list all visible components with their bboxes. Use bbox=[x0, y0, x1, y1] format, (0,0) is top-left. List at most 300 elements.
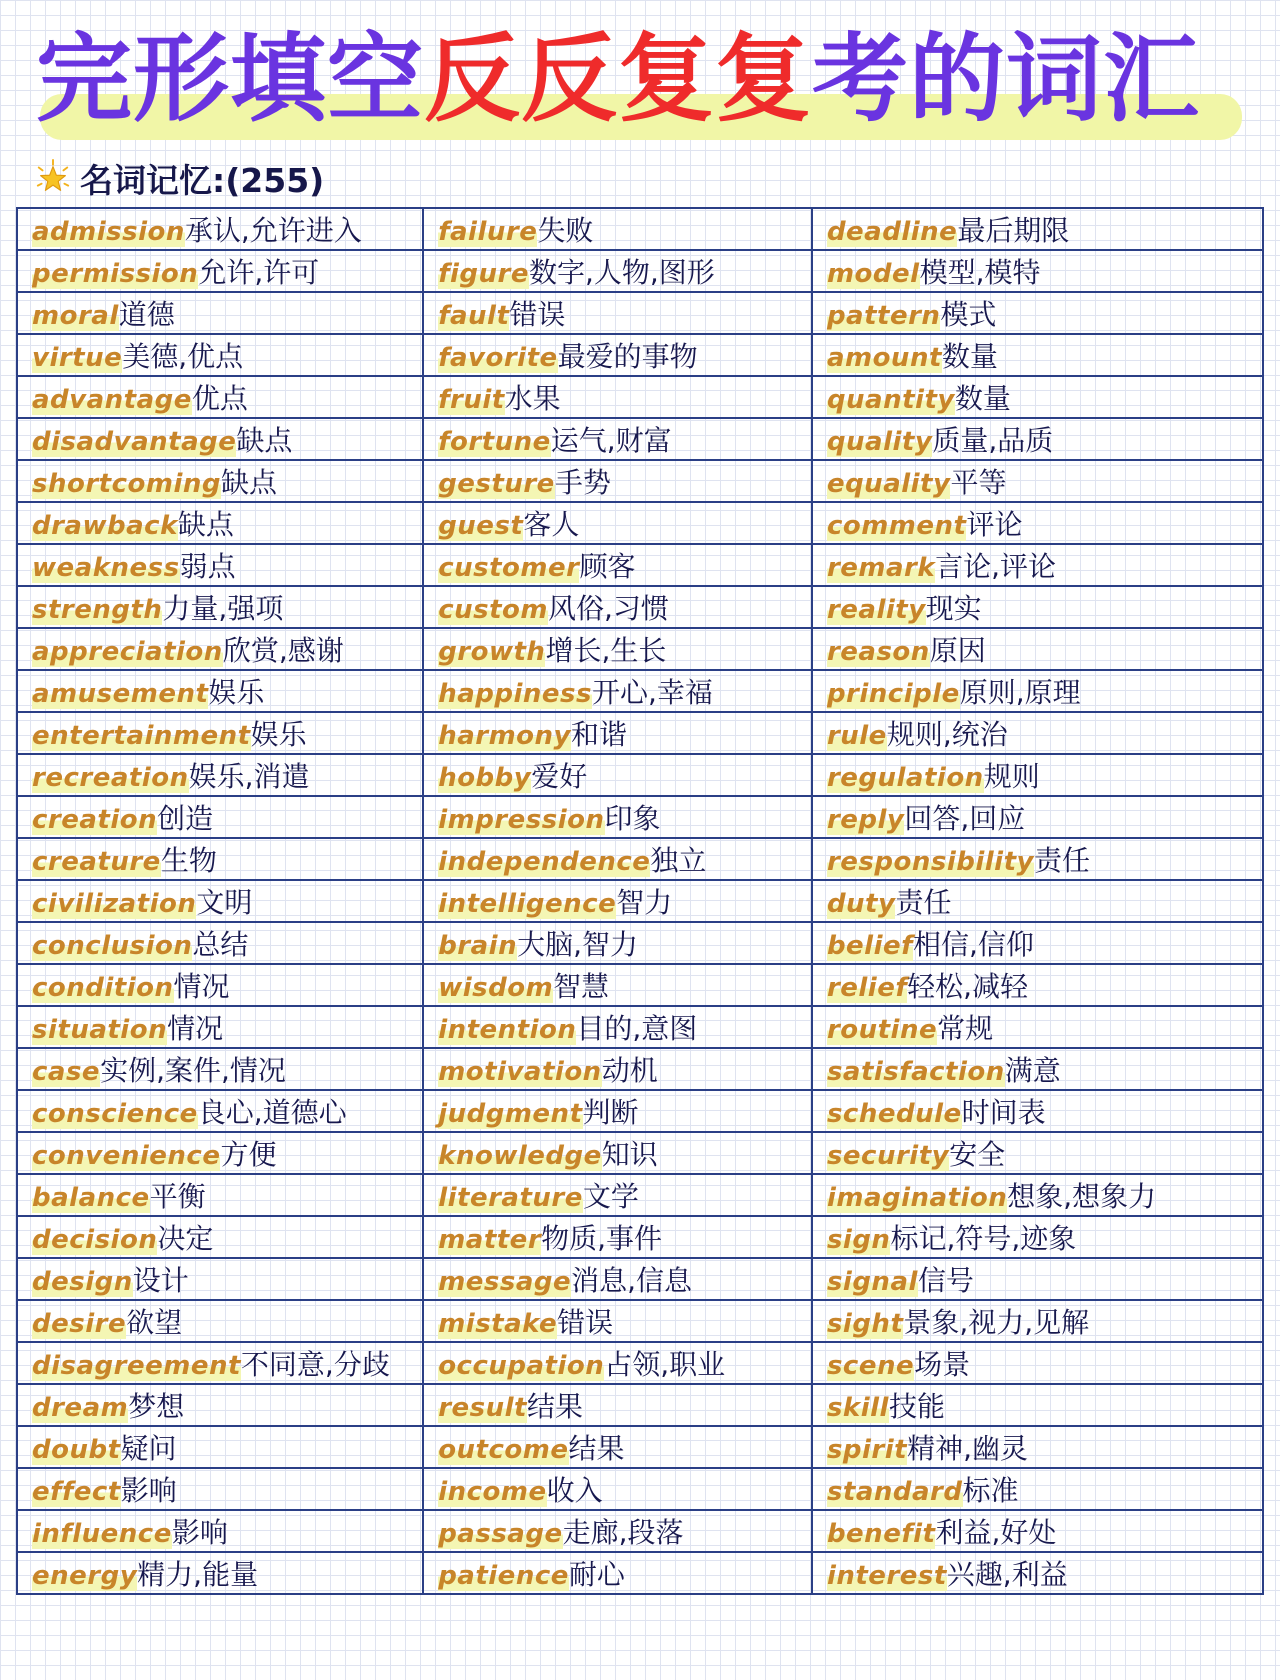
table-row bbox=[17, 418, 1263, 460]
english-word: hobby bbox=[438, 763, 532, 793]
english-word: independence bbox=[438, 847, 651, 877]
vocab-cell bbox=[423, 376, 812, 418]
vocab-cell bbox=[423, 1384, 812, 1426]
chinese-meaning: 智力 bbox=[616, 886, 673, 919]
english-word: appreciation bbox=[32, 637, 223, 667]
english-word: recreation bbox=[32, 763, 189, 793]
vocab-cell bbox=[423, 1510, 812, 1552]
english-word: spirit bbox=[826, 1435, 908, 1465]
vocab-cell bbox=[17, 922, 423, 964]
vocab-cell bbox=[423, 1258, 812, 1300]
table-row bbox=[17, 1342, 1263, 1384]
chinese-meaning: 规则 bbox=[983, 760, 1040, 793]
english-word: passage bbox=[438, 1519, 563, 1549]
vocab-cell bbox=[17, 1132, 423, 1174]
chinese-meaning: 责任 bbox=[1033, 844, 1090, 877]
chinese-meaning: 规则,统治 bbox=[886, 718, 1008, 751]
chinese-meaning: 想象,想象力 bbox=[1007, 1180, 1157, 1213]
english-word: comment bbox=[826, 511, 967, 541]
table-row bbox=[17, 964, 1263, 1006]
chinese-meaning: 生物 bbox=[160, 844, 217, 877]
table-row bbox=[17, 376, 1263, 418]
english-word: sight bbox=[826, 1309, 904, 1339]
chinese-meaning: 错误 bbox=[557, 1306, 614, 1339]
english-word: permission bbox=[32, 259, 199, 289]
chinese-meaning: 缺点 bbox=[236, 424, 293, 457]
chinese-meaning: 判断 bbox=[582, 1096, 639, 1129]
english-word: duty bbox=[826, 889, 896, 919]
table-row bbox=[17, 670, 1263, 712]
chinese-meaning: 文学 bbox=[582, 1180, 639, 1213]
vocab-cell bbox=[812, 1132, 1263, 1174]
english-word: intelligence bbox=[438, 889, 617, 919]
vocab-cell bbox=[812, 1510, 1263, 1552]
english-word: remark bbox=[826, 553, 936, 583]
english-word: patience bbox=[438, 1561, 569, 1591]
vocab-cell bbox=[812, 250, 1263, 292]
table-row bbox=[17, 880, 1263, 922]
english-word: rule bbox=[826, 721, 887, 751]
english-word: happiness bbox=[438, 679, 592, 709]
vocab-cell bbox=[17, 880, 423, 922]
chinese-meaning: 允许,许可 bbox=[198, 256, 320, 289]
english-word: virtue bbox=[32, 343, 123, 373]
vocab-cell bbox=[423, 586, 812, 628]
table-row bbox=[17, 1216, 1263, 1258]
chinese-meaning: 知识 bbox=[601, 1138, 658, 1171]
chinese-meaning: 情况 bbox=[173, 970, 230, 1003]
table-row bbox=[17, 1426, 1263, 1468]
chinese-meaning: 现实 bbox=[925, 592, 982, 625]
chinese-meaning: 顾客 bbox=[579, 550, 636, 583]
english-word: relief bbox=[826, 973, 908, 1003]
chinese-meaning: 良心,道德心 bbox=[197, 1096, 347, 1129]
vocab-cell bbox=[17, 1216, 423, 1258]
chinese-meaning: 最爱的事物 bbox=[557, 340, 698, 373]
title-area bbox=[36, 20, 1246, 140]
english-word: weakness bbox=[32, 553, 180, 583]
chinese-meaning: 风俗,习惯 bbox=[547, 592, 669, 625]
vocab-cell bbox=[17, 1048, 423, 1090]
english-word: favorite bbox=[438, 343, 558, 373]
table-row bbox=[17, 1006, 1263, 1048]
english-word: mistake bbox=[438, 1309, 558, 1339]
vocab-cell bbox=[812, 586, 1263, 628]
chinese-meaning: 数字,人物,图形 bbox=[529, 256, 715, 289]
table-row bbox=[17, 1468, 1263, 1510]
vocab-cell bbox=[812, 292, 1263, 334]
chinese-meaning: 责任 bbox=[895, 886, 952, 919]
vocab-cell bbox=[812, 880, 1263, 922]
english-word: effect bbox=[32, 1477, 121, 1507]
english-word: scene bbox=[826, 1351, 915, 1381]
vocab-cell bbox=[17, 712, 423, 754]
english-word: pattern bbox=[826, 301, 941, 331]
table-row bbox=[17, 1090, 1263, 1132]
chinese-meaning: 缺点 bbox=[221, 466, 278, 499]
english-word: desire bbox=[32, 1309, 127, 1339]
english-word: amount bbox=[826, 343, 942, 373]
english-word: quality bbox=[826, 427, 933, 457]
english-word: amusement bbox=[32, 679, 209, 709]
chinese-meaning: 常规 bbox=[937, 1012, 994, 1045]
english-word: shortcoming bbox=[32, 469, 221, 499]
title-part-2: 反反复复 bbox=[424, 23, 812, 135]
vocab-cell bbox=[17, 1300, 423, 1342]
table-row bbox=[17, 628, 1263, 670]
chinese-meaning: 创造 bbox=[157, 802, 214, 835]
english-word: security bbox=[826, 1141, 950, 1171]
chinese-meaning: 爱好 bbox=[531, 760, 588, 793]
chinese-meaning: 物质,事件 bbox=[541, 1222, 663, 1255]
chinese-meaning: 大脑,智力 bbox=[517, 928, 638, 961]
vocab-cell bbox=[17, 1174, 423, 1216]
vocab-cell bbox=[423, 1174, 812, 1216]
english-word: schedule bbox=[826, 1099, 962, 1129]
table-row bbox=[17, 1300, 1263, 1342]
english-word: growth bbox=[438, 637, 546, 667]
english-word: conscience bbox=[32, 1099, 198, 1129]
vocabulary-table bbox=[16, 207, 1264, 1595]
chinese-meaning: 相信,信仰 bbox=[912, 928, 1034, 961]
chinese-meaning: 景象,视力,见解 bbox=[903, 1306, 1090, 1339]
vocab-cell bbox=[423, 670, 812, 712]
english-word: disagreement bbox=[32, 1351, 241, 1381]
chinese-meaning: 模式 bbox=[940, 298, 997, 331]
vocab-cell bbox=[812, 460, 1263, 502]
chinese-meaning: 不同意,分歧 bbox=[240, 1348, 390, 1381]
vocab-cell bbox=[17, 418, 423, 460]
english-word: imagination bbox=[826, 1183, 1008, 1213]
vocab-cell bbox=[812, 1300, 1263, 1342]
chinese-meaning: 满意 bbox=[1004, 1054, 1061, 1087]
vocab-cell bbox=[812, 1552, 1263, 1594]
english-word: model bbox=[826, 259, 920, 289]
vocab-cell bbox=[17, 1006, 423, 1048]
english-word: wisdom bbox=[438, 973, 554, 1003]
table-row bbox=[17, 1552, 1263, 1594]
english-word: situation bbox=[32, 1015, 168, 1045]
english-word: deadline bbox=[826, 217, 958, 247]
vocab-cell bbox=[812, 1216, 1263, 1258]
chinese-meaning: 信号 bbox=[917, 1264, 974, 1297]
vocab-cell bbox=[423, 1342, 812, 1384]
vocab-cell bbox=[812, 1468, 1263, 1510]
vocab-cell bbox=[812, 922, 1263, 964]
chinese-meaning: 文明 bbox=[196, 886, 253, 919]
english-word: advantage bbox=[32, 385, 192, 415]
english-word: benefit bbox=[826, 1519, 936, 1549]
chinese-meaning: 精力,能量 bbox=[137, 1558, 259, 1591]
chinese-meaning: 质量,品质 bbox=[932, 424, 1054, 457]
english-word: routine bbox=[826, 1015, 938, 1045]
vocab-cell bbox=[812, 418, 1263, 460]
vocabulary-table-body bbox=[17, 208, 1263, 1594]
chinese-meaning: 客人 bbox=[523, 508, 580, 541]
english-word: interest bbox=[826, 1561, 947, 1591]
english-word: standard bbox=[826, 1477, 963, 1507]
vocab-cell bbox=[812, 796, 1263, 838]
chinese-meaning: 影响 bbox=[120, 1474, 177, 1507]
vocab-cell bbox=[17, 502, 423, 544]
english-word: case bbox=[32, 1057, 101, 1087]
vocab-cell bbox=[423, 922, 812, 964]
chinese-meaning: 精神,幽灵 bbox=[907, 1432, 1029, 1465]
chinese-meaning: 消息,信息 bbox=[571, 1264, 693, 1297]
section-heading bbox=[34, 152, 324, 204]
vocab-cell bbox=[812, 1426, 1263, 1468]
english-word: decision bbox=[32, 1225, 158, 1255]
english-word: signal bbox=[826, 1267, 918, 1297]
english-word: reason bbox=[826, 637, 930, 667]
table-row bbox=[17, 586, 1263, 628]
chinese-meaning: 缺点 bbox=[177, 508, 234, 541]
chinese-meaning: 回答,回应 bbox=[904, 802, 1026, 835]
chinese-meaning: 承认,允许进入 bbox=[184, 214, 362, 247]
vocab-cell bbox=[423, 1552, 812, 1594]
english-word: result bbox=[438, 1393, 527, 1423]
english-word: admission bbox=[32, 217, 185, 247]
vocab-cell bbox=[812, 1048, 1263, 1090]
chinese-meaning: 原因 bbox=[929, 634, 986, 667]
chinese-meaning: 平等 bbox=[950, 466, 1007, 499]
chinese-meaning: 和谐 bbox=[570, 718, 627, 751]
table-row bbox=[17, 208, 1263, 250]
chinese-meaning: 道德 bbox=[118, 298, 175, 331]
chinese-meaning: 数量 bbox=[954, 382, 1011, 415]
english-word: convenience bbox=[32, 1141, 221, 1171]
chinese-meaning: 模型,模特 bbox=[919, 256, 1041, 289]
vocab-cell bbox=[423, 1132, 812, 1174]
vocab-cell bbox=[812, 1090, 1263, 1132]
english-word: balance bbox=[32, 1183, 150, 1213]
chinese-meaning: 情况 bbox=[167, 1012, 224, 1045]
table-row bbox=[17, 922, 1263, 964]
vocab-cell bbox=[423, 838, 812, 880]
chinese-meaning: 时间表 bbox=[961, 1096, 1046, 1129]
english-word: moral bbox=[32, 301, 119, 331]
vocab-cell bbox=[812, 376, 1263, 418]
vocab-cell bbox=[423, 460, 812, 502]
table-row bbox=[17, 544, 1263, 586]
english-word: fortune bbox=[438, 427, 551, 457]
vocab-cell bbox=[17, 1258, 423, 1300]
english-word: regulation bbox=[826, 763, 984, 793]
table-row bbox=[17, 796, 1263, 838]
chinese-meaning: 收入 bbox=[546, 1474, 603, 1507]
chinese-meaning: 兴趣,利益 bbox=[946, 1558, 1068, 1591]
chinese-meaning: 疑问 bbox=[120, 1432, 177, 1465]
vocab-cell bbox=[423, 334, 812, 376]
vocab-cell bbox=[423, 502, 812, 544]
chinese-meaning: 决定 bbox=[157, 1222, 214, 1255]
chinese-meaning: 开心,幸福 bbox=[591, 676, 713, 709]
vocab-cell bbox=[423, 712, 812, 754]
vocab-cell bbox=[17, 586, 423, 628]
english-word: strength bbox=[32, 595, 163, 625]
vocab-cell bbox=[812, 670, 1263, 712]
english-word: sign bbox=[826, 1225, 891, 1255]
chinese-meaning: 场景 bbox=[914, 1348, 971, 1381]
title-part-1: 完形填空 bbox=[36, 23, 424, 135]
table-row bbox=[17, 292, 1263, 334]
english-word: principle bbox=[826, 679, 960, 709]
vocab-cell bbox=[17, 208, 423, 250]
chinese-meaning: 安全 bbox=[949, 1138, 1006, 1171]
english-word: impression bbox=[438, 805, 605, 835]
chinese-meaning: 耐心 bbox=[568, 1558, 625, 1591]
chinese-meaning: 总结 bbox=[192, 928, 249, 961]
table-row bbox=[17, 250, 1263, 292]
english-word: brain bbox=[438, 931, 518, 961]
vocab-cell bbox=[812, 838, 1263, 880]
english-word: quantity bbox=[826, 385, 955, 415]
chinese-meaning: 优点 bbox=[191, 382, 248, 415]
vocab-cell bbox=[17, 796, 423, 838]
table-row bbox=[17, 1132, 1263, 1174]
english-word: guest bbox=[438, 511, 524, 541]
vocab-cell bbox=[17, 628, 423, 670]
english-word: matter bbox=[438, 1225, 542, 1255]
english-word: belief bbox=[826, 931, 913, 961]
table-row bbox=[17, 754, 1263, 796]
vocab-cell bbox=[812, 1384, 1263, 1426]
vocab-cell bbox=[812, 334, 1263, 376]
vocab-cell bbox=[423, 796, 812, 838]
chinese-meaning: 错误 bbox=[509, 298, 566, 331]
vocab-cell bbox=[812, 1342, 1263, 1384]
table-row bbox=[17, 712, 1263, 754]
vocab-cell bbox=[423, 1426, 812, 1468]
chinese-meaning: 数量 bbox=[941, 340, 998, 373]
english-word: customer bbox=[438, 553, 580, 583]
vocab-cell bbox=[17, 1510, 423, 1552]
chinese-meaning: 智慧 bbox=[553, 970, 610, 1003]
chinese-meaning: 平衡 bbox=[149, 1180, 206, 1213]
chinese-meaning: 影响 bbox=[171, 1516, 228, 1549]
vocab-cell bbox=[812, 1006, 1263, 1048]
english-word: responsibility bbox=[826, 847, 1034, 877]
chinese-meaning: 娱乐 bbox=[250, 718, 307, 751]
vocab-cell bbox=[423, 1006, 812, 1048]
vocab-cell bbox=[423, 964, 812, 1006]
vocab-cell bbox=[17, 1342, 423, 1384]
english-word: energy bbox=[32, 1561, 138, 1591]
english-word: reply bbox=[826, 805, 905, 835]
chinese-meaning: 水果 bbox=[504, 382, 561, 415]
chinese-meaning: 占领,职业 bbox=[604, 1348, 726, 1381]
chinese-meaning: 实例,案件,情况 bbox=[100, 1054, 286, 1087]
vocab-cell bbox=[17, 964, 423, 1006]
english-word: creation bbox=[32, 805, 158, 835]
english-word: design bbox=[32, 1267, 133, 1297]
english-word: reality bbox=[826, 595, 926, 625]
english-word: figure bbox=[438, 259, 529, 289]
english-word: creature bbox=[32, 847, 161, 877]
english-word: equality bbox=[826, 469, 951, 499]
section-heading-text: 名词记忆:(255) bbox=[80, 160, 325, 200]
vocab-cell bbox=[17, 1552, 423, 1594]
chinese-meaning: 手势 bbox=[554, 466, 611, 499]
vocab-cell bbox=[17, 544, 423, 586]
vocab-cell bbox=[423, 1300, 812, 1342]
english-word: judgment bbox=[438, 1099, 583, 1129]
chinese-meaning: 标准 bbox=[962, 1474, 1019, 1507]
english-word: occupation bbox=[438, 1351, 605, 1381]
chinese-meaning: 娱乐 bbox=[208, 676, 265, 709]
chinese-meaning: 设计 bbox=[132, 1264, 189, 1297]
chinese-meaning: 梦想 bbox=[128, 1390, 185, 1423]
english-word: harmony bbox=[438, 721, 571, 751]
vocab-cell bbox=[423, 1468, 812, 1510]
english-word: conclusion bbox=[32, 931, 193, 961]
chinese-meaning: 标记,符号,迹象 bbox=[890, 1222, 1077, 1255]
english-word: fault bbox=[438, 301, 510, 331]
table-row bbox=[17, 1510, 1263, 1552]
chinese-meaning: 独立 bbox=[650, 844, 707, 877]
vocab-cell bbox=[812, 964, 1263, 1006]
english-word: custom bbox=[438, 595, 548, 625]
vocab-cell bbox=[423, 1090, 812, 1132]
chinese-meaning: 轻松,减轻 bbox=[907, 970, 1029, 1003]
english-word: motivation bbox=[438, 1057, 602, 1087]
chinese-meaning: 结果 bbox=[568, 1432, 625, 1465]
table-row bbox=[17, 1174, 1263, 1216]
english-word: condition bbox=[32, 973, 174, 1003]
chinese-meaning: 最后期限 bbox=[957, 214, 1070, 247]
chinese-meaning: 美德,优点 bbox=[122, 340, 244, 373]
english-word: fruit bbox=[438, 385, 505, 415]
chinese-meaning: 利益,好处 bbox=[935, 1516, 1057, 1549]
english-word: literature bbox=[438, 1183, 583, 1213]
star-icon bbox=[34, 159, 72, 197]
vocab-cell bbox=[812, 208, 1263, 250]
chinese-meaning: 目的,意图 bbox=[576, 1012, 698, 1045]
vocab-cell bbox=[17, 754, 423, 796]
vocab-cell bbox=[423, 628, 812, 670]
chinese-meaning: 弱点 bbox=[179, 550, 236, 583]
vocab-cell bbox=[423, 880, 812, 922]
english-word: disadvantage bbox=[32, 427, 237, 457]
chinese-meaning: 印象 bbox=[604, 802, 661, 835]
vocab-cell bbox=[423, 1216, 812, 1258]
vocab-cell bbox=[812, 712, 1263, 754]
chinese-meaning: 娱乐,消遣 bbox=[188, 760, 310, 793]
vocab-cell bbox=[17, 460, 423, 502]
vocab-cell bbox=[423, 544, 812, 586]
vocab-cell bbox=[17, 1426, 423, 1468]
vocab-cell bbox=[423, 1048, 812, 1090]
chinese-meaning: 言论,评论 bbox=[935, 550, 1057, 583]
english-word: knowledge bbox=[438, 1141, 602, 1171]
chinese-meaning: 方便 bbox=[220, 1138, 277, 1171]
chinese-meaning: 欲望 bbox=[126, 1306, 183, 1339]
english-word: dream bbox=[32, 1393, 129, 1423]
english-word: doubt bbox=[32, 1435, 121, 1465]
english-word: outcome bbox=[438, 1435, 569, 1465]
english-word: intention bbox=[438, 1015, 577, 1045]
english-word: influence bbox=[32, 1519, 172, 1549]
chinese-meaning: 欣赏,感谢 bbox=[222, 634, 344, 667]
vocab-cell bbox=[812, 544, 1263, 586]
chinese-meaning: 增长,生长 bbox=[545, 634, 667, 667]
vocab-cell bbox=[812, 502, 1263, 544]
english-word: drawback bbox=[32, 511, 178, 541]
table-row bbox=[17, 838, 1263, 880]
vocab-cell bbox=[17, 1090, 423, 1132]
english-word: entertainment bbox=[32, 721, 251, 751]
chinese-meaning: 原则,原理 bbox=[959, 676, 1081, 709]
